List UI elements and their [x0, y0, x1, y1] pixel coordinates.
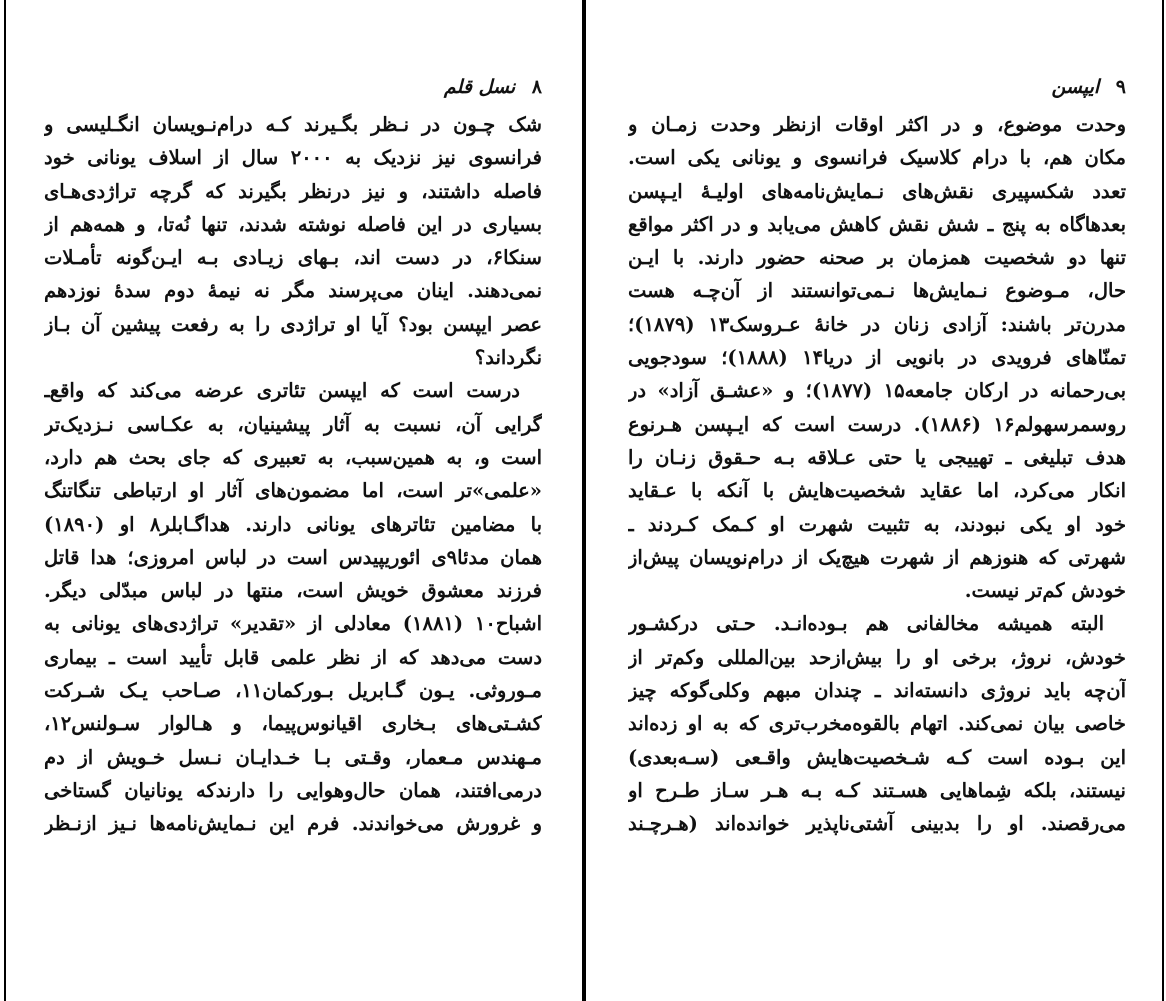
text-line: فرانسوی نیز نزدیک به ۲۰۰۰ سال از اسلاف یونانی خود	[44, 146, 542, 170]
text-line: مـهندس مـعمار، وقـتی بـا خـدایـان نـسل خـویش از دم	[44, 745, 542, 769]
text-line: این بـوده است کـه شـخصیت‌هایش واقـعی (سـه‌بعدی)	[628, 745, 1126, 769]
text-line: گرایی آن، نسبت به آثار پیشینیان، به عکـاسی نـزدیک‌تر	[44, 412, 542, 436]
text-line: هدف تبلیغی ـ تهییجی یا حتی عـلاقه بـه حـقوق زنـان را	[628, 445, 1126, 469]
text-line: همان مدئا۹ی ائوریپیدس است در لباس امروزی؛ هدا قاتل	[44, 545, 542, 569]
text-line: مدرن‌تر باشند: آزادی زنان در خانهٔ عـروسک۱۳ (۱۸۷۹)؛	[628, 312, 1126, 336]
page-edge-left	[4, 0, 6, 1001]
page-edge-right	[1162, 0, 1164, 1001]
left-page-number: ۸	[531, 76, 542, 98]
text-line: شک چـون در نـظر بگـیرند کـه درام‌نـویسان انگـلیسی و	[44, 113, 542, 136]
text-line: می‌رقصند. او را بدبینی آشتی‌ناپذیر خوانده‌اند (هـرچـند	[628, 812, 1126, 836]
right-page-running-title: ایپسن	[1051, 76, 1100, 98]
text-line: بی‌رحمانه در ارکان جامعه۱۵ (۱۸۷۷)؛ و «عشـق آزاد» در	[628, 379, 1126, 403]
text-line: وحدت موضوع، و در اکثر اوقات ازنظر وحدت زمـان و	[628, 113, 1126, 136]
text-line: انکار می‌کرد، اما عقاید شخصیت‌هایش با آنکه با عـقاید	[628, 479, 1126, 503]
text-line: مـوروثی. یـون گـابریل بـورکمان۱۱، صـاحب یـک شـرکت	[44, 679, 542, 703]
text-line: البته همیشه مخالفانی هم بـوده‌انـد. حـتی درکشـور	[628, 612, 1104, 636]
text-line: شهرتی که هنوزهم از شهرت هیچ‌یک از درام‌نویسان پیش‌از	[628, 545, 1126, 569]
text-line: فاصله داشتند، و نیز درنظر بگیرند که گرچه تراژدی‌هـای	[44, 179, 542, 203]
right-page-header	[628, 70, 1126, 104]
text-line: خودش کم‌تر نیست.	[964, 579, 1126, 603]
text-line: و غرورش می‌خواندند. فرم این نـمایش‌نامه‌ها نـیز ازنـظر	[44, 812, 542, 836]
text-line: فرزند معشوق خویش است، منتها در لباس مبدّلی دیگر.	[44, 579, 542, 603]
text-line: درست است که ایپسن تئاتری عرضه می‌کند که واقع‌ـ	[44, 379, 520, 403]
text-line: آن‌چه باید نروژی دانسته‌اند ـ چندان مبهم وکلی‌گوکه چیز	[628, 679, 1126, 703]
text-line: روسمرسهولم۱۶ (۱۸۸۶). درست است که ایـپسن هـرنوع	[628, 412, 1126, 436]
text-line: کشـتی‌های بـخاری اقیانوس‌پیما، و هـالوار سـولنس۱۲،	[44, 712, 542, 736]
text-line: است و، به همین‌سبب، به تعبیری که جای بحث هم دارد،	[44, 445, 542, 469]
left-page-running-title: نسل قلم	[443, 76, 516, 98]
text-line: بسیاری در این فاصله نوشته شدند، تنها نُه‌تا، و همه‌هم از	[44, 212, 542, 236]
text-line: دست می‌دهد که از نظر علمی قابل تأیید است ـ بیماری	[44, 645, 542, 669]
text-line: نمی‌دهند. اینان می‌پرسند مگر نه نیمهٔ دوم سدهٔ نوزدهم	[44, 279, 542, 303]
text-line: نگرداند؟	[474, 346, 542, 370]
page-gutter	[582, 0, 586, 1001]
text-line: تعدد شکسپیری نقش‌های نـمایش‌نامه‌های اولیـهٔ ایـپسن	[628, 179, 1126, 203]
text-line: سنکا۶، در دست اند، بـهای زیـادی بـه ایـن‌گونه تأمـلات	[44, 246, 542, 270]
text-line: نیستند، بلکه شِماهایی هسـتند کـه بـه هـر سـاز طـرح او	[628, 778, 1126, 802]
text-line: خاصی بیان نمی‌کند. اتهام بالقوه‌مخرب‌تری که به او زده‌اند	[628, 712, 1126, 736]
left-page	[44, 70, 542, 841]
text-line: درمی‌افتند، همان حال‌وهوایی را دارندکه یونانیان گستاخی	[44, 778, 542, 802]
text-line: تمنّاهای فرویدی در بانویی از دریا۱۴ (۱۸۸۸)؛ سودجویی	[628, 346, 1126, 370]
text-line: حال، مـوضوع نـمایش‌ها نـمی‌توانستند از آن‌چـه هست	[628, 279, 1126, 303]
text-line: اشباح۱۰ (۱۸۸۱) معادلی از «تقدیر» تراژدی‌های یونانی به	[44, 612, 542, 636]
text-line: خودش، نروژ، برخی او را بیش‌ازحد بین‌المللی وکم‌تر از	[628, 645, 1126, 669]
text-line: عصر ایپسن بود؟ آیا او تراژدی را به رفعت پیشین آن بـاز	[44, 312, 542, 336]
left-page-body	[44, 108, 542, 841]
text-line: «علمی»تر است، اما مضمون‌های آثار او ارتباطی تنگاتنگ	[44, 479, 542, 503]
left-page-header	[44, 70, 542, 104]
right-page-body	[628, 108, 1126, 841]
text-line: با مضامین تئاترهای یونانی دارند. هداگـابلر۸ او (۱۸۹۰)	[44, 512, 542, 536]
text-line: خود او یکی نبودند، به تثبیت شهرت او کـمک کـردند ـ	[628, 512, 1126, 536]
text-line: بعدهاگاه به پنج ـ شش نقش کاهش می‌یابد و در اکثر مواقع	[628, 212, 1126, 236]
text-line: مکان هم، با درام کلاسیک فرانسوی و یونانی یکی است.	[628, 146, 1126, 170]
right-page	[628, 70, 1126, 841]
right-page-number: ۹	[1115, 76, 1126, 98]
text-line: تنها دو شخصیت همزمان بر صحنه حضور دارند. با ایـن	[628, 246, 1126, 270]
